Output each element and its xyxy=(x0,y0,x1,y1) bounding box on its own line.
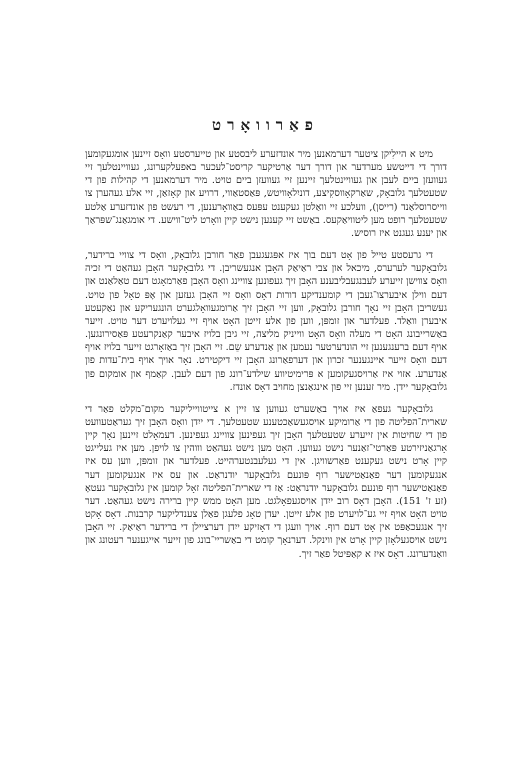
document-body xyxy=(85,148,447,561)
page-title: פאַרוואָרט xyxy=(212,116,319,134)
paragraph-2: די גרעסטע טייל פון אָט דעם בוך איז אפּגעגעבן פאַר חורבן גלובאָק, וואָס די צוויי ברידער, גלובאָקער לערערס, מיכאל און צבי ראַיאַק האָבן אנגעשריבן. די גלובאָקער האָבן געהאַט די זכיה וואָס צווישן זייערע לעבנגעבליבענע האָבן זיך געפונען צוויינג וואָס האָבן פאַרמאָגט דעם טאַלאַנט און דעם ווילן איבערצו־געבן די קומענדיקע דורות דאָס וואָס זיי האָבן געזען און אָפּ טאָל פון טויט. געשריבן האָבן זיי נאָך חורבן גלובאָק, ווען זיי האָבן זיך אַרומגעוואָלגערט הונגעריקע און נאַקעטע איבערן וואַלד. פעלדער און זומפּן, ווען פון אלע זייטן האָט אויף זיי געלויערט דער טויט. זייער באַשרייבונג האָט די מעלה וואָס האָט ווייניק מליצה, זיי גיבן בלויז איבער קאַנקרעטע פּאַסירונגען. אויף דעם ברענגענען זיי הונדערטער נעמען און אַנדערע שֵם. זיי האָבן זיך באַזאָרגט זייער בלויז אויף דעם וואָס זייער איינגענער זכרון און דערפאַרונג האָבן זיי דיקטירט. נאָר אויך אויף בית־עדות פון אַנדערע. אזוי איז אַרויסגעקומען א פּרימיטיווע שילדע־רונג פון דעם לעבן. קאַמף און אומקום פון גלובאָקער יידן. מיר זענען זיי פון אינגאַנצן מחויב דאָס אונדז. xyxy=(85,250,447,393)
paragraph-1: מיט א היילִיקן ציטער דערמאנען מיר אונדזערע ליבסטע און טייערסטע וואָס זיינען אומגעקומען דורך די דייטשע מערדער און דורך דער אַרטיקער קריסט־לעכער באפעלקערונג, געוויינטלעך זיי געוועזן ביים לעבן און געוויינטלעך זיינען זיי געוועזן ביים טויט. מיר דערמאנען די קהילות פון די שטעטלעך גלובאָק, שאַרקאָווסקִיצע, דוניִלאָוויטש, פּאַסטאַווי, דרויע און קאָזאַן, זיי אלע געהערן צו ווייסרוסלאַנד (רייסן), וועלכע זיי וואַלטן געקענט עפּעס באַוואָרענען, די רעשט פון אונדזערע אַלטע שטעטלעך רופט מען ליטוויאַקעס. באַשט זיי קענען נישט קיין וואָרט ליט־ווישע. די אומגאַנג־שפּראַך און יענע געגנט איז רוסיש. xyxy=(85,149,447,239)
paragraph-3: גלובאָקער געפאַ איז אויך באַשערט געווען צו זיין א צייטווייליקער מקום־מקלט פאַר די שארית־הפליטה פון די אַרומיקע אויסגעשאַכטענע שטעטלעך. די ייִדן וואָס האָבן זיך געראַטעוועט פון די שחיטות אין זייערע שטעטלעך האָבן זיך געפינען צוויינג געפינען. דעמאָלט זיינען נאָך קיין אָרגאַניזירטע פּאַרטי־זאַנער נישט געווען. האָט מען נישט געהאַט וווהין צו לויפן. מען איז געלייגט קיין אָרט נישט געקענט פאַרשוויגן. אין די געלעבנטערהייט. פעלדער און זומפּן, ווען עס איז אנגעקומען דער פאַנאַטישער רוף פּונעם גלובאָקער יודנראַט. און עס איז אנגעקומען דער פאַנאַטישער רוף פונעם גלובאָקער יודנראַט: אַז די שארית־הפליטה זאָל קומען אין גלובאָקער געטאָ (זע ז' 151). האָבן דאָס רוב ייִדן אויסגעפאָלגט. מען האָט ממש קיין ברירה נישט געהאַט. דער טויט האָט אויף זיי גע־לויערט פון אלע זייטן. יעדן טאָג פלעגן פאַלן צענדליקער קרבנות. דאָס אָקט זיך אנגעכאַפּט אין אָט דעם רוף. אויך וועגן די דאָזיקע ייִדן דערציילן די ברידער ראַיאַק. זיי האָבן נישט אויסגעלאָזן קיין אָרט אין ווינקל. דערנאָך קומט די באַשריי־בונג פון זייער אייגענער רעטונג און וואַנדערונג. דאָס איז א קאַפּיטל פאַר זיך. xyxy=(85,403,447,560)
